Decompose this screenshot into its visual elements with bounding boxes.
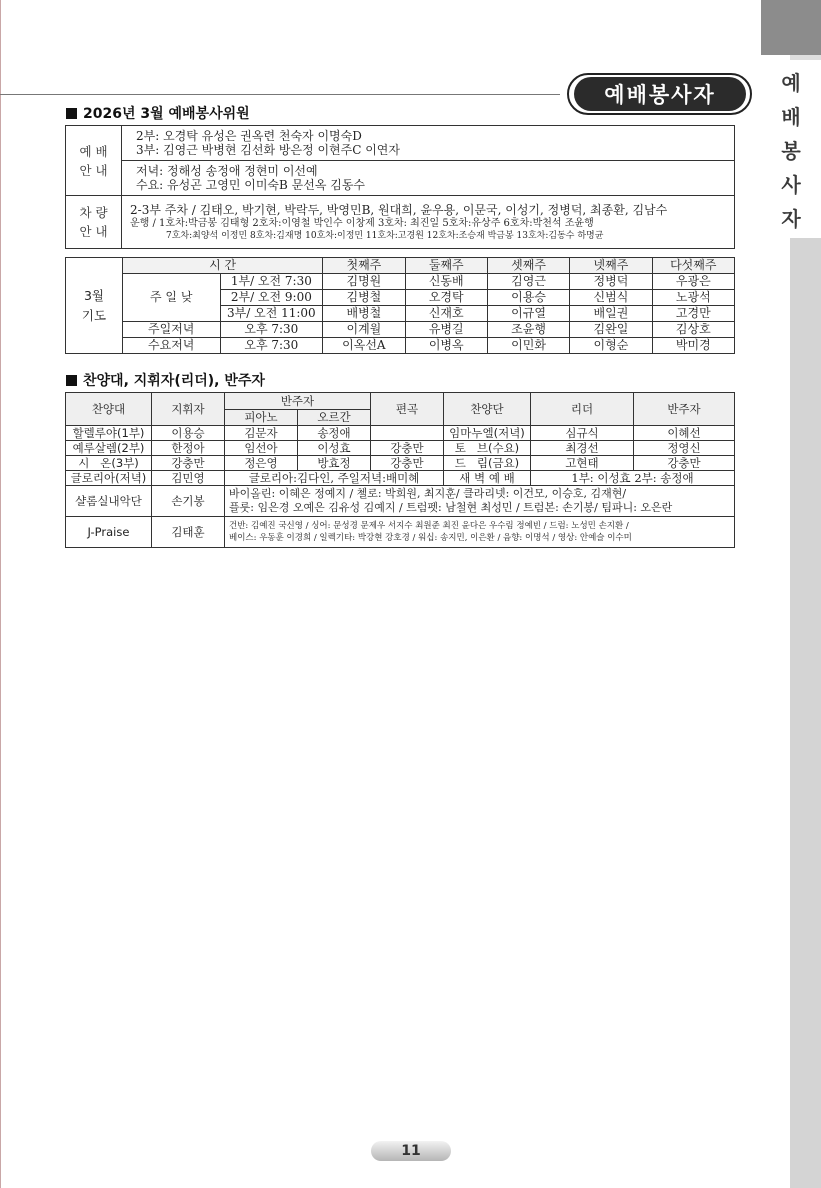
prayer-name: 배병철 bbox=[323, 306, 405, 322]
ensemble-members-line: 플룻: 임은경 오예은 김유성 김예지 / 트럼펫: 남철현 최성민 / 트럼본: 손기봉/ 팀파니: 오은란 bbox=[229, 501, 673, 514]
organ-name: 방효정 bbox=[298, 456, 371, 471]
leader-name: 최경선 bbox=[531, 441, 634, 456]
page-number: 11 bbox=[371, 1141, 451, 1161]
vehicle-cell bbox=[122, 196, 735, 249]
conductor-name: 이용승 bbox=[152, 426, 225, 441]
prayer-name: 노광석 bbox=[652, 290, 734, 306]
piano-name: 정은영 bbox=[225, 456, 298, 471]
prayer-table bbox=[65, 257, 735, 354]
section-heading-choirs bbox=[66, 370, 265, 390]
prayer-month: 3월 bbox=[83, 287, 104, 303]
worship-line: 2부: 오경탁 유성은 권옥련 천숙자 이명숙D bbox=[136, 129, 362, 143]
piano-name: 김문자 bbox=[225, 426, 298, 441]
prayer-header-week: 첫째주 bbox=[323, 258, 405, 274]
conductor-name: 강충만 bbox=[152, 456, 225, 471]
prayer-name: 김병철 bbox=[323, 290, 405, 306]
side-tab-label bbox=[761, 60, 821, 238]
evening-label: 수요저녁 bbox=[122, 338, 220, 354]
dawn-service-label: 새 벽 예 배 bbox=[444, 471, 531, 486]
worship-line: 수요: 유성곤 고영민 이미숙B 문선옥 김동수 bbox=[136, 178, 365, 192]
ensemble-name: J-Praise bbox=[66, 517, 152, 548]
ensemble-members-line: 베이스: 우동훈 이경희 / 일렉기타: 박강현 강호경 / 워십: 송지민, 이은환 / 음향: 이명석 / 영상: 안예슬 이수미 bbox=[229, 533, 632, 543]
side-tab-char: 봉 bbox=[781, 139, 801, 163]
accompanist-name: 이혜선 bbox=[634, 426, 735, 441]
square-bullet-icon bbox=[66, 375, 77, 386]
ensemble-members-line: 건반: 김예진 국신영 / 싱어: 문성경 문제우 서지수 최원준 최진 윤다은 우수림 정예빈 / 드럼: 노성민 손지환 / bbox=[229, 521, 629, 531]
side-tab-char: 예 bbox=[781, 71, 801, 95]
side-tab-top-block bbox=[761, 0, 821, 55]
vehicle-line: 7호차:최양석 이정민 8호차:김재명 10호차:이정민 11호차:고경원 12호차:조승재 박금봉 13호차:김동수 하명균 bbox=[166, 230, 604, 241]
prayer-name: 이계월 bbox=[323, 322, 405, 338]
header-organ: 오르간 bbox=[298, 409, 371, 426]
prayer-name: 박미경 bbox=[652, 338, 734, 354]
header-choir: 찬양대 bbox=[66, 393, 152, 426]
conductor-name: 김민영 bbox=[152, 471, 225, 486]
ensemble-members bbox=[225, 517, 735, 548]
header-accompanist: 반주자 bbox=[225, 393, 371, 410]
service-time: 1부/ 오전 7:30 bbox=[220, 274, 323, 290]
ensemble-members bbox=[225, 486, 735, 517]
prayer-name: 조윤행 bbox=[487, 322, 569, 338]
prayer-name: 이병옥 bbox=[405, 338, 487, 354]
arranger-name: 강충만 bbox=[371, 456, 444, 471]
prayer-name: 김상호 bbox=[652, 322, 734, 338]
leader-name: 고현태 bbox=[531, 456, 634, 471]
prayer-name: 배일권 bbox=[570, 306, 652, 322]
prayer-header-week: 다섯째주 bbox=[652, 258, 734, 274]
side-tab-char: 사 bbox=[781, 173, 801, 197]
conductor-name: 한정아 bbox=[152, 441, 225, 456]
header-conductor: 지휘자 bbox=[152, 393, 225, 426]
volunteer-table bbox=[65, 125, 735, 249]
prayer-header-time: 시 간 bbox=[122, 258, 322, 274]
prayer-name: 정병덕 bbox=[570, 274, 652, 290]
evening-label: 주일저녁 bbox=[122, 322, 220, 338]
worship-cell-evening bbox=[122, 161, 735, 196]
ensemble-members-line: 바이올린: 이혜은 정예지 / 첼로: 박희원, 최지훈/ 클라리넷: 이건모, 이승호, 김재현/ bbox=[229, 487, 627, 500]
arranger-name bbox=[371, 426, 444, 441]
prayer-header-week: 넷째주 bbox=[570, 258, 652, 274]
page-edge bbox=[0, 0, 1, 1188]
choir-name: 예루살렘(2부) bbox=[66, 441, 152, 456]
prayer-name: 고경만 bbox=[652, 306, 734, 322]
organ-name: 이성효 bbox=[298, 441, 371, 456]
vehicle-label: 차 량 안 내 bbox=[66, 196, 122, 249]
prayer-name: 이옥선A bbox=[323, 338, 405, 354]
prayer-name: 우광은 bbox=[652, 274, 734, 290]
piano-name: 임선아 bbox=[225, 441, 298, 456]
choir-name: 시 온(3부) bbox=[66, 456, 152, 471]
prayer-name: 유병길 bbox=[405, 322, 487, 338]
header-accompanist-2: 반주자 bbox=[634, 393, 735, 426]
prayer-header-week: 셋째주 bbox=[487, 258, 569, 274]
prayer-name: 이규열 bbox=[487, 306, 569, 322]
choir-name: 글로리아(저녁) bbox=[66, 471, 152, 486]
header-praise-team: 찬양단 bbox=[444, 393, 531, 426]
vehicle-line: 운행 / 1호차:박금봉 김태형 2호차:이영철 박인수 이창제 3호차: 최진일 5호차:유상주 6호차:박천석 조윤행 bbox=[130, 217, 594, 229]
praise-team-name: 드 림(금요) bbox=[444, 456, 531, 471]
prayer-word: 기도 bbox=[81, 307, 107, 323]
praise-team-name: 토 브(수요) bbox=[444, 441, 531, 456]
choir-name: 할렐루야(1부) bbox=[66, 426, 152, 441]
prayer-name: 이민화 bbox=[487, 338, 569, 354]
header-arranger: 편곡 bbox=[371, 393, 444, 426]
dawn-service-detail: 1부: 이성효 2부: 송정애 bbox=[531, 471, 735, 486]
header-leader: 리더 bbox=[531, 393, 634, 426]
arranger-name: 강충만 bbox=[371, 441, 444, 456]
prayer-name: 김명원 bbox=[323, 274, 405, 290]
section-heading-text: 찬양대, 지휘자(리더), 반주자 bbox=[83, 373, 265, 389]
accompanist-name: 강충만 bbox=[634, 456, 735, 471]
section-heading-volunteers bbox=[66, 103, 250, 123]
square-bullet-icon bbox=[66, 108, 77, 119]
page-title: 예배봉사자 bbox=[574, 77, 746, 111]
worship-cell-services bbox=[122, 126, 735, 161]
prayer-name: 신재호 bbox=[405, 306, 487, 322]
section-heading-text: 2026년 3월 예배봉사위원 bbox=[83, 106, 250, 122]
gloria-accompanist-note: 글로리아:김다인, 주일저녁:배미혜 bbox=[225, 471, 444, 486]
service-time: 2부/ 오전 9:00 bbox=[220, 290, 323, 306]
worship-line: 3부: 김영근 박병현 김선화 방은정 이현주C 이연자 bbox=[136, 143, 400, 157]
side-tab-char: 자 bbox=[781, 207, 801, 231]
choir-table bbox=[65, 392, 735, 548]
ensemble-name: 샬롬실내악단 bbox=[66, 486, 152, 517]
vehicle-line: 2-3부 주차 / 김태오, 박기현, 박락두, 박영민B, 원대희, 윤우용, 이문국, 이성기, 정병덕, 최종환, 김남수 bbox=[130, 202, 668, 217]
leader-name: 심규식 bbox=[531, 426, 634, 441]
worship-label: 예 배 안 내 bbox=[66, 126, 122, 196]
prayer-name: 신범식 bbox=[570, 290, 652, 306]
worship-line: 저녁: 정해성 송정애 정현미 이선예 bbox=[136, 164, 318, 178]
side-tab-shadow bbox=[790, 238, 821, 1188]
prayer-name: 김완일 bbox=[570, 322, 652, 338]
ensemble-leader: 손기봉 bbox=[152, 486, 225, 517]
accompanist-name: 정영신 bbox=[634, 441, 735, 456]
praise-team-name: 임마누엘(저녁) bbox=[444, 426, 531, 441]
side-tab-char: 배 bbox=[781, 105, 801, 129]
service-time: 3부/ 오전 11:00 bbox=[220, 306, 323, 322]
header-rule bbox=[0, 94, 560, 95]
prayer-label bbox=[66, 258, 123, 354]
organ-name: 송정애 bbox=[298, 426, 371, 441]
prayer-name: 신동배 bbox=[405, 274, 487, 290]
prayer-header-week: 둘째주 bbox=[405, 258, 487, 274]
ensemble-leader: 김태훈 bbox=[152, 517, 225, 548]
header-piano: 피아노 bbox=[225, 409, 298, 426]
sunday-day-label: 주 일 낮 bbox=[122, 274, 220, 322]
prayer-name: 이용승 bbox=[487, 290, 569, 306]
service-time: 오후 7:30 bbox=[220, 338, 323, 354]
prayer-name: 김영근 bbox=[487, 274, 569, 290]
prayer-name: 이형순 bbox=[570, 338, 652, 354]
service-time: 오후 7:30 bbox=[220, 322, 323, 338]
prayer-name: 오경탁 bbox=[405, 290, 487, 306]
